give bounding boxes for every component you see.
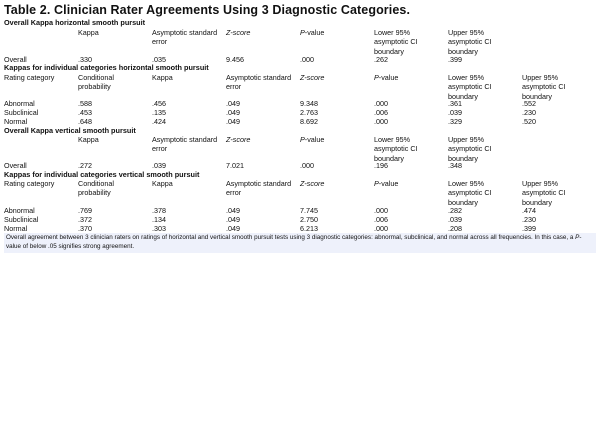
- header-lower-ci: Lower 95% asymptotic CI boundary: [448, 179, 492, 207]
- cell: .039: [448, 215, 462, 224]
- header-upper-ci: Upper 95% asymptotic CI boundary: [448, 28, 492, 56]
- section-individual-horizontal-label: Kappas for individual categories horizontal smooth pursuit: [4, 63, 209, 72]
- header-kappa: Kappa: [78, 135, 99, 144]
- cell: .329: [448, 117, 462, 126]
- cell: .000: [374, 117, 388, 126]
- cell: .000: [374, 206, 388, 215]
- header-pvalue: P-value: [300, 135, 325, 144]
- cell: .049: [226, 215, 240, 224]
- header-ase: Asymptotic standard error: [152, 28, 218, 47]
- header-pvalue: P-value: [374, 73, 399, 82]
- footnote-text-b: -value of below .05 signifies strong agreement.: [6, 234, 582, 250]
- cell: .000: [300, 161, 314, 170]
- cell: .272: [78, 161, 92, 170]
- section-individual-vertical-label: Kappas for individual categories vertical smooth pursuit: [4, 170, 200, 179]
- header-ase: Asymptotic standard error: [226, 179, 292, 198]
- cell: .208: [448, 224, 462, 233]
- cell: .372: [78, 215, 92, 224]
- row-label: Abnormal: [4, 99, 35, 108]
- cell: .552: [522, 99, 536, 108]
- cell: 9.456: [226, 55, 244, 64]
- cell: .282: [448, 206, 462, 215]
- row-label: Subclinical: [4, 108, 39, 117]
- cell: .035: [152, 55, 166, 64]
- cell: .135: [152, 108, 166, 117]
- cell: .330: [78, 55, 92, 64]
- footnote-p-italic: P: [575, 234, 580, 241]
- cell: .361: [448, 99, 462, 108]
- section-overall-vertical-label: Overall Kappa vertical smooth pursuit: [4, 126, 136, 135]
- header-conditional-probability: Conditional probability: [78, 73, 114, 92]
- cell: .520: [522, 117, 536, 126]
- header-pvalue: P-value: [374, 179, 399, 188]
- table-footnote: [4, 233, 596, 253]
- cell: .399: [522, 224, 536, 233]
- cell: 2.750: [300, 215, 318, 224]
- cell: .000: [300, 55, 314, 64]
- cell: .424: [152, 117, 166, 126]
- row-label: Subclinical: [4, 215, 39, 224]
- header-pvalue-suffix: -value: [304, 135, 325, 144]
- cell: .006: [374, 215, 388, 224]
- header-pvalue-suffix: -value: [378, 179, 399, 188]
- header-zscore: Z-score: [300, 73, 325, 82]
- header-kappa: Kappa: [152, 73, 173, 82]
- header-lower-ci: Lower 95% asymptotic CI boundary: [374, 28, 418, 56]
- section-overall-horizontal-label: Overall Kappa horizontal smooth pursuit: [4, 18, 146, 27]
- cell: .456: [152, 99, 166, 108]
- cell: .000: [374, 99, 388, 108]
- header-pvalue-suffix: -value: [304, 28, 325, 37]
- cell: .049: [226, 108, 240, 117]
- header-zscore: Z-score: [226, 135, 251, 144]
- cell: .006: [374, 108, 388, 117]
- header-kappa: Kappa: [152, 179, 173, 188]
- header-ase: Asymptotic standard error: [226, 73, 292, 92]
- cell: .049: [226, 99, 240, 108]
- cell: 6.213: [300, 224, 318, 233]
- cell: .588: [78, 99, 92, 108]
- table-title: Table 2. Clinician Rater Agreements Using 3 Diagnostic Categories.: [4, 3, 411, 17]
- cell: .474: [522, 206, 536, 215]
- footnote-text-a: Overall agreement between 3 clinician raters on ratings of horizontal and vertical smooth pursuit tests using 3 diagnostic categories: abnormal, subclinical, and normal across all frequencies. In this case, a: [6, 234, 576, 241]
- header-conditional-probability: Conditional probability: [78, 179, 114, 198]
- header-kappa: Kappa: [78, 28, 99, 37]
- cell: 2.763: [300, 108, 318, 117]
- cell: .370: [78, 224, 92, 233]
- header-upper-ci: Upper 95% asymptotic CI boundary: [522, 179, 566, 207]
- cell: 7.021: [226, 161, 244, 170]
- cell: .378: [152, 206, 166, 215]
- header-pvalue-suffix: -value: [378, 73, 399, 82]
- cell: 8.692: [300, 117, 318, 126]
- header-rating-category: Rating category: [4, 179, 55, 188]
- header-rating-category: Rating category: [4, 73, 55, 82]
- row-label: Normal: [4, 117, 28, 126]
- cell: .262: [374, 55, 388, 64]
- header-lower-ci: Lower 95% asymptotic CI boundary: [448, 73, 492, 101]
- cell: .453: [78, 108, 92, 117]
- header-lower-ci: Lower 95% asymptotic CI boundary: [374, 135, 418, 163]
- cell: .049: [226, 206, 240, 215]
- cell: .039: [448, 108, 462, 117]
- row-label: Normal: [4, 224, 28, 233]
- cell: .230: [522, 108, 536, 117]
- header-upper-ci: Upper 95% asymptotic CI boundary: [448, 135, 492, 163]
- header-ase: Asymptotic standard error: [152, 135, 218, 154]
- cell: .348: [448, 161, 462, 170]
- cell: .049: [226, 117, 240, 126]
- cell: 7.745: [300, 206, 318, 215]
- header-zscore: Z-score: [300, 179, 325, 188]
- cell: .039: [152, 161, 166, 170]
- header-upper-ci: Upper 95% asymptotic CI boundary: [522, 73, 566, 101]
- row-label: Overall: [4, 161, 27, 170]
- cell: 9.348: [300, 99, 318, 108]
- row-label: Abnormal: [4, 206, 35, 215]
- header-pvalue: P-value: [300, 28, 325, 37]
- cell: .648: [78, 117, 92, 126]
- row-label: Overall: [4, 55, 27, 64]
- cell: .196: [374, 161, 388, 170]
- cell: .769: [78, 206, 92, 215]
- cell: .303: [152, 224, 166, 233]
- cell: .000: [374, 224, 388, 233]
- cell: .399: [448, 55, 462, 64]
- cell: .134: [152, 215, 166, 224]
- cell: .049: [226, 224, 240, 233]
- cell: .230: [522, 215, 536, 224]
- header-zscore: Z-score: [226, 28, 251, 37]
